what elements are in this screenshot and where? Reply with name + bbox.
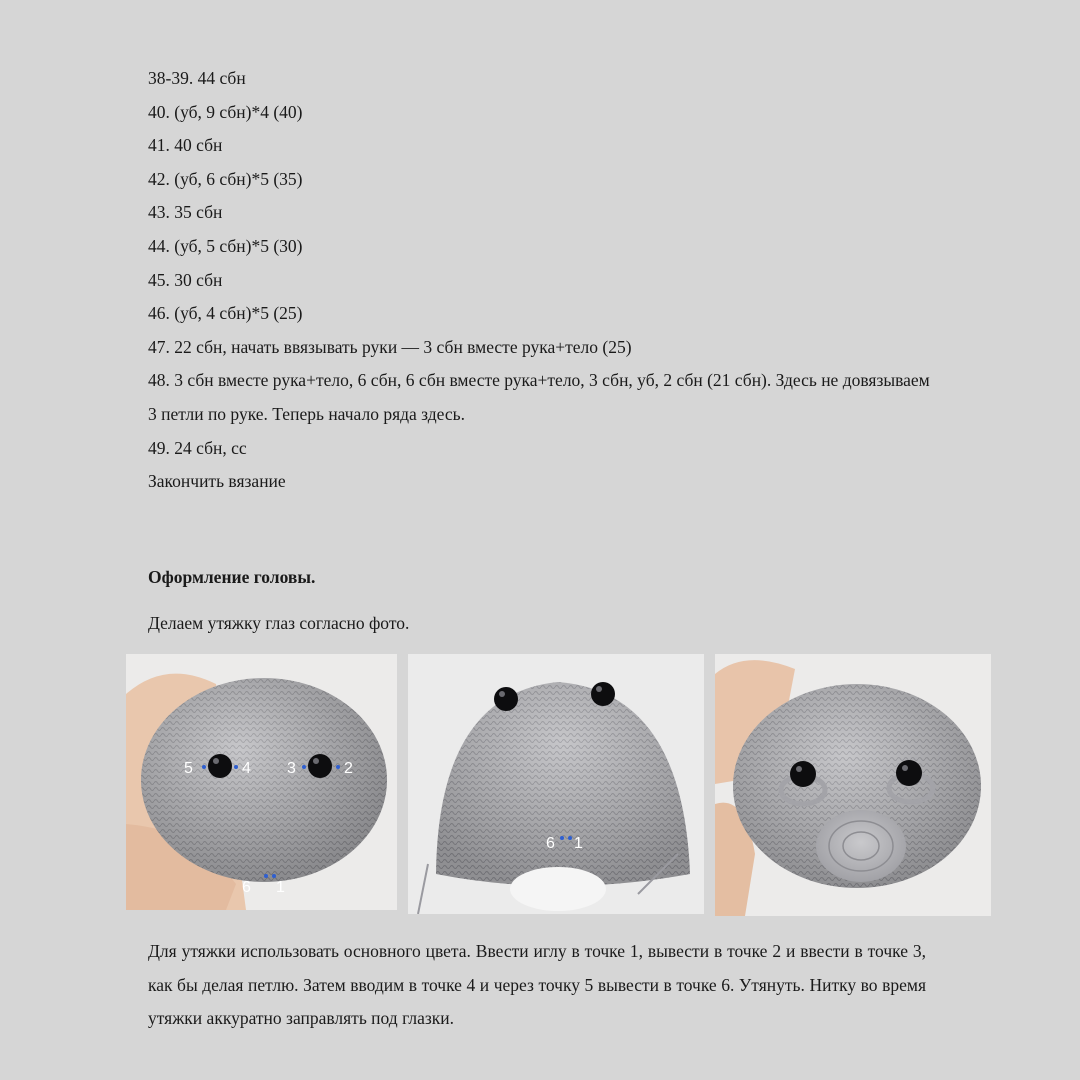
instruction-caption: Для утяжки использовать основного цвета. Ввести иглу в точке 1, вывести в точке 2 и ввести в точке 3, как бы делая петлю. Затем вводим в точке 4 и через точку 5 вывести в точке 6. Утянуть. Нитку во время утяжки аккуратно заправлять под глазки.	[148, 941, 926, 1029]
pattern-rows	[148, 62, 938, 499]
pattern-row: 49. 24 сбн, сс	[148, 437, 247, 458]
photo-head-front-points	[126, 654, 397, 910]
section-intro: Делаем утяжку глаз согласно фото.	[148, 613, 410, 633]
point-label: 3	[287, 760, 296, 777]
pattern-row: 44. (уб, 5 сбн)*5 (30)	[148, 235, 303, 256]
pattern-row: 43. 35 сбн	[148, 202, 223, 223]
photo-finished-face	[715, 654, 991, 916]
point-label: 5	[184, 760, 193, 777]
pattern-row: 47. 22 сбн, начать ввязывать руки — 3 сбн вместе рука+тело (25)	[148, 336, 632, 357]
pattern-row: 41. 40 сбн	[148, 135, 223, 156]
point-label: 1	[276, 879, 285, 896]
pattern-row: 38-39. 44 сбн	[148, 68, 246, 88]
pattern-row: 48. 3 сбн вместе рука+тело, 6 сбн, 6 сбн вместе рука+тело, 3 сбн, уб, 2 сбн (21 сбн). Здесь не довязываем 3 петли по руке. Теперь начало ряда здесь.	[148, 370, 930, 424]
pattern-row: 45. 30 сбн	[148, 269, 223, 290]
pattern-row: 46. (уб, 4 сбн)*5 (25)	[148, 303, 303, 324]
pattern-row: 40. (уб, 9 сбн)*4 (40)	[148, 101, 303, 122]
pattern-row: Закончить вязание	[148, 471, 286, 492]
point-label: 6	[546, 835, 555, 852]
pattern-row: 42. (уб, 6 сбн)*5 (35)	[148, 168, 303, 189]
photo-head-bottom-points	[408, 654, 704, 914]
point-label: 1	[574, 835, 583, 852]
section-heading: Оформление головы.	[148, 567, 316, 587]
point-label: 4	[242, 760, 251, 777]
point-label: 2	[344, 760, 353, 777]
point-label: 6	[242, 879, 251, 896]
